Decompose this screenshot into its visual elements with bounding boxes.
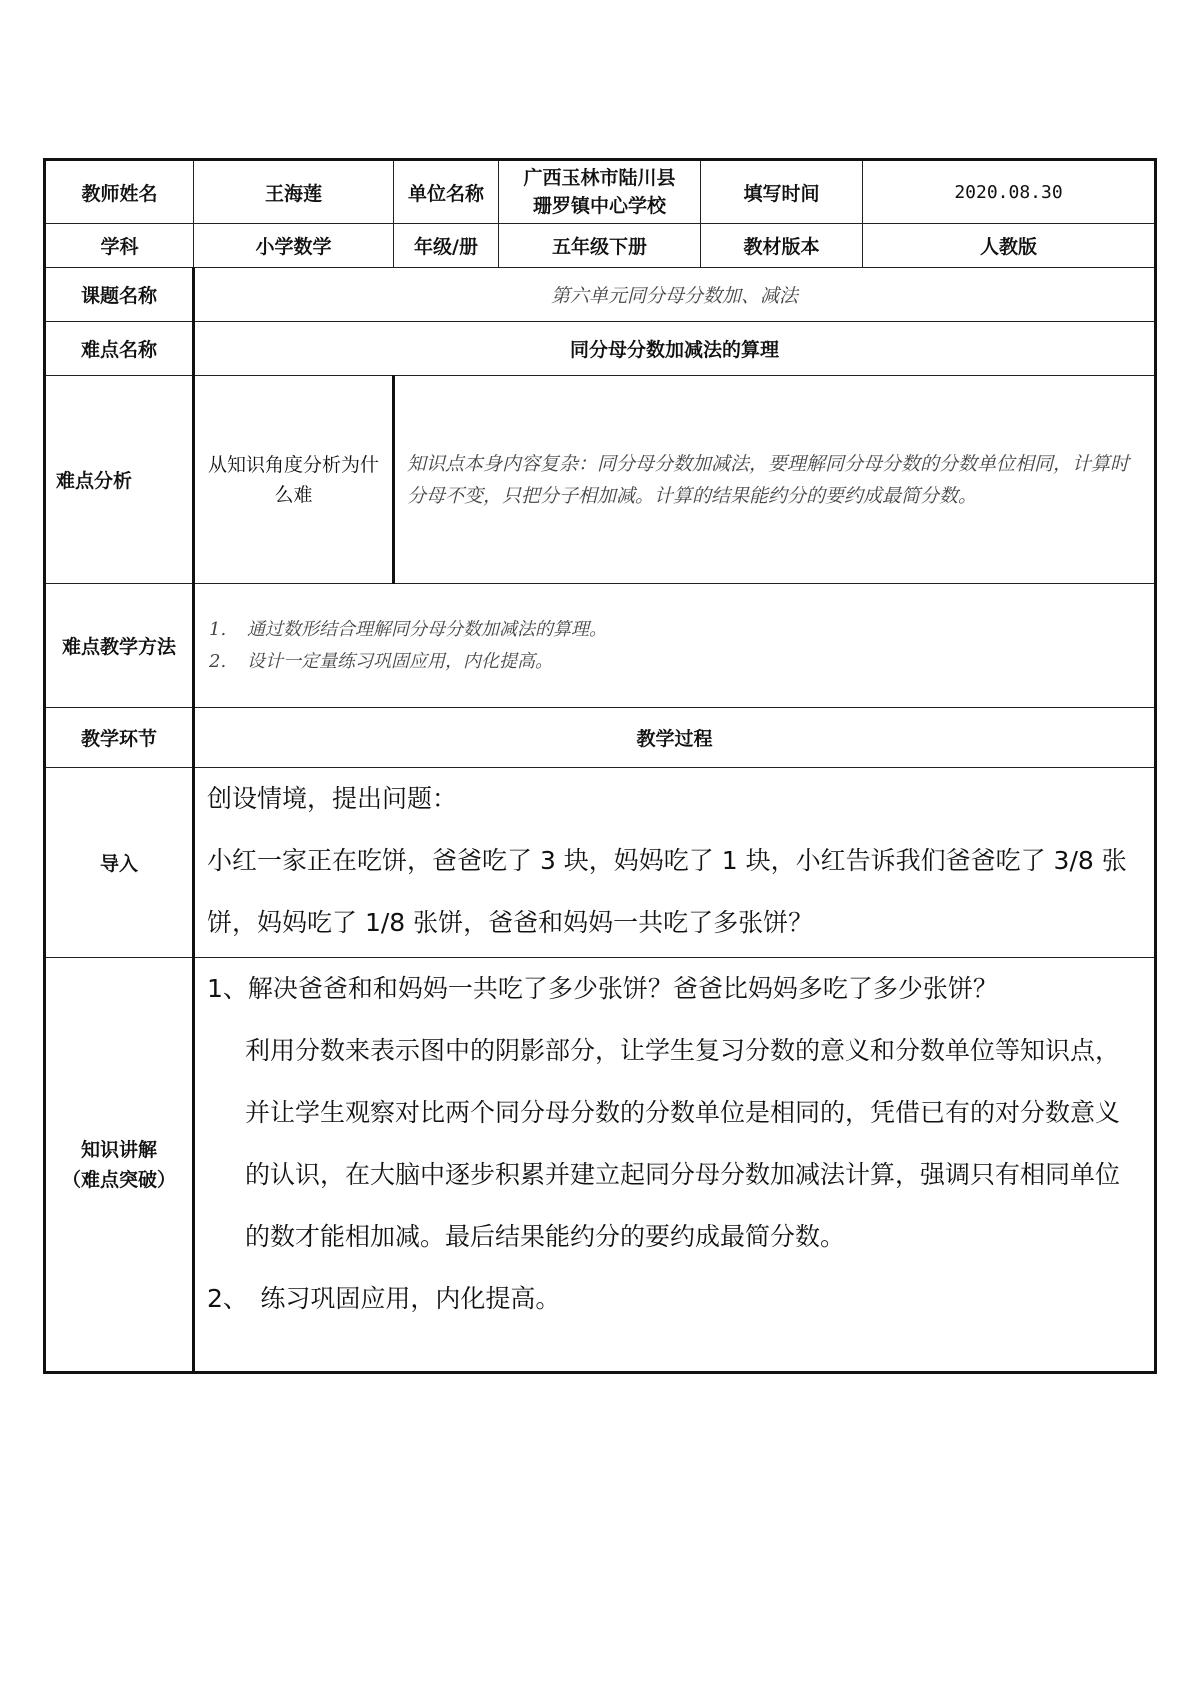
unit-value-line1: 广西玉林市陆川县 bbox=[523, 167, 676, 189]
methods-list-cell bbox=[194, 584, 1156, 708]
process-label: 教学过程 bbox=[194, 708, 1156, 768]
methods-item: 2. 设计一定量练习巩固应用，内化提高。 bbox=[209, 650, 553, 672]
process-header-row bbox=[45, 708, 1156, 768]
intro-line1: 创设情境，提出问题： bbox=[207, 784, 458, 813]
difficulty-row bbox=[45, 322, 1156, 376]
explain-row bbox=[45, 958, 1156, 1373]
difficulty-value: 同分母分数加减法的算理 bbox=[194, 322, 1156, 376]
topic-label: 课题名称 bbox=[45, 268, 194, 322]
subject-label: 学科 bbox=[45, 224, 194, 268]
teacher-value: 王海莲 bbox=[194, 160, 394, 224]
date-label: 填写时间 bbox=[701, 160, 863, 224]
lesson-table bbox=[43, 158, 1157, 1374]
explain-item2: 2、 练习巩固应用，内化提高。 bbox=[207, 1284, 561, 1313]
intro-content bbox=[194, 768, 1156, 958]
topic-row bbox=[45, 268, 1156, 322]
unit-value bbox=[499, 160, 701, 224]
edition-label: 教材版本 bbox=[701, 224, 863, 268]
lesson-sheet bbox=[43, 158, 1154, 1374]
unit-value-line2: 珊罗镇中心学校 bbox=[532, 195, 666, 217]
explain-label bbox=[45, 958, 194, 1373]
difficulty-label: 难点名称 bbox=[45, 322, 194, 376]
explain-item1: 1、解决爸爸和和妈妈一共吃了多少张饼？爸爸比妈妈多吃了多少张饼？ bbox=[207, 974, 998, 1003]
methods-list bbox=[195, 614, 1154, 678]
unit-label: 单位名称 bbox=[394, 160, 499, 224]
grade-value: 五年级下册 bbox=[499, 224, 701, 268]
explain-label-line1: 知识讲解 bbox=[80, 1138, 157, 1161]
methods-row bbox=[45, 584, 1156, 708]
analysis-sublabel: 从知识角度分析为什么难 bbox=[194, 376, 394, 584]
subject-value: 小学数学 bbox=[194, 224, 394, 268]
topic-value: 第六单元同分母分数加、减法 bbox=[194, 268, 1156, 322]
methods-label: 难点教学方法 bbox=[45, 584, 194, 708]
intro-line2: 小红一家正在吃饼，爸爸吃了 3 块，妈妈吃了 1 块，小红告诉我们爸爸吃了 3/8 张饼，妈妈吃了 1/8 张饼，爸爸和妈妈一共吃了多张饼？ bbox=[207, 846, 1127, 937]
analysis-label: 难点分析 bbox=[45, 376, 194, 584]
date-value: 2020.08.30 bbox=[863, 160, 1156, 224]
explain-label-line2: （难点突破） bbox=[61, 1168, 176, 1191]
analysis-row bbox=[45, 376, 1156, 584]
stage-label: 教学环节 bbox=[45, 708, 194, 768]
explain-content bbox=[194, 958, 1156, 1373]
intro-row bbox=[45, 768, 1156, 958]
methods-item: 1. 通过数形结合理解同分母分数加减法的算理。 bbox=[209, 618, 607, 640]
header-row-1 bbox=[45, 160, 1156, 224]
intro-label: 导入 bbox=[45, 768, 194, 958]
teacher-label: 教师姓名 bbox=[45, 160, 194, 224]
edition-value: 人教版 bbox=[863, 224, 1156, 268]
analysis-text: 知识点本身内容复杂：同分母分数加减法，要理解同分母分数的分数单位相同，计算时分母不变，只把分子相加减。计算的结果能约分的要约成最简分数。 bbox=[394, 376, 1156, 584]
grade-label: 年级/册 bbox=[394, 224, 499, 268]
explain-item1-detail: 利用分数来表示图中的阴影部分，让学生复习分数的意义和分数单位等知识点，并让学生观察对比两个同分母分数的分数单位是相同的，凭借已有的对分数意义的认识，在大脑中逐步积累并建立起同分母分数加减法计算，强调只有相同单位的数才能相加减。最后结果能约分的要约成最简分数。 bbox=[245, 1036, 1121, 1251]
header-row-2 bbox=[45, 224, 1156, 268]
